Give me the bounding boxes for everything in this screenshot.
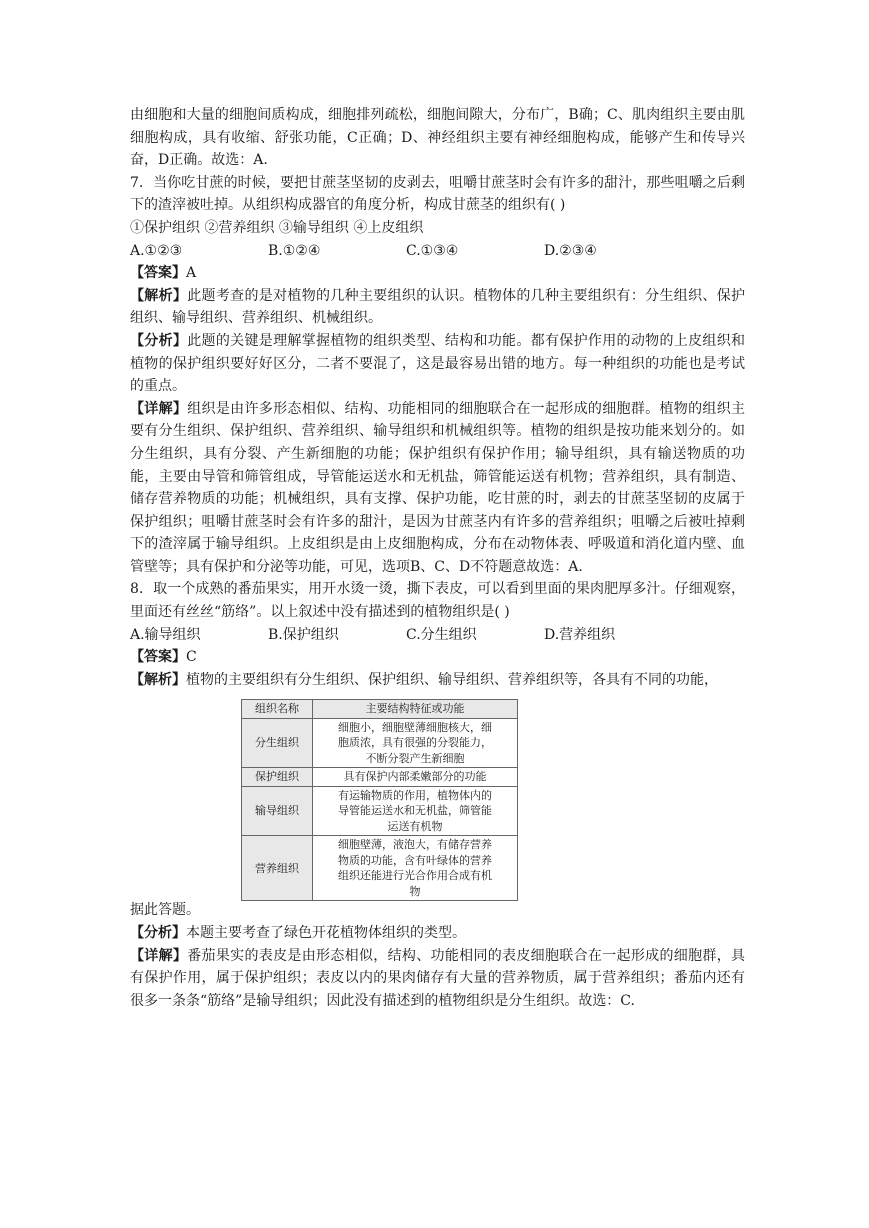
table-row xyxy=(242,718,518,768)
q8-options xyxy=(130,624,745,647)
q7-option-c: C.①③④ xyxy=(406,242,459,259)
table-cell-desc xyxy=(313,786,518,836)
q7-items: ①保护组织 ②营养组织 ③输导组织 ④上皮组织 xyxy=(130,219,424,236)
xiangjie-text: 组织是由许多形态相似、结构、功能相同的细胞联合在一起形成的细胞群。植物的组织主要有分生组织、保护组织、营养组织、输导组织和机械组织等。植物的组织是按功能来划分的。如分生组织，具有分裂、产生新细胞的功能；保护组织有保护作用；输导组织，具有输送物质的功能，主要由导管和筛管组成，导管能运送水和无机盐，筛管能运送有机物；营养组织，具有制造、储存营养物质的功能；机械组织，具有支撑、保护功能，吃甘蔗的时，剥去的甘蔗茎坚韧的皮属于保护组织；咀嚼甘蔗茎时会有许多的甜汁，是因为甘蔗茎内有许多的营养组织；咀嚼之后被吐掉剩下的渣滓属于输导组织。上皮组织是由上皮细胞构成，分布在动物体表、呼吸道和消化道内壁、血管壁等；具有保护和分泌等功能，可见，选项B、C、D不符题意故选：A. xyxy=(130,400,746,575)
q7-option-a: A.①②③ xyxy=(130,242,183,259)
q8-option-c: C.分生组织 xyxy=(406,626,477,643)
desc-line: 物质的功能，含有叶绿体的营养 xyxy=(338,853,492,867)
desc-line: 具有保护内部柔嫩部分的功能 xyxy=(343,770,487,784)
desc-line: 有运输物质的作用，植物体内的 xyxy=(338,788,492,802)
table-header-desc: 主要结构特征或功能 xyxy=(313,700,518,719)
table-cell-desc xyxy=(313,768,518,787)
spacer xyxy=(130,691,745,699)
table-header-name: 组织名称 xyxy=(242,700,313,719)
jiexi-text: 此题考查的是对植物的几种主要组织的认识。植物体的几种主要组织有：分生组织、保护组织、输导组织、营养组织、机械组织。 xyxy=(130,287,746,327)
fenxi-text: 此题的关键是理解掌握植物的组织类型、结构和功能。都有保护作用的动物的上皮组织和植物的保护组织要好好区分，二者不要混了，这是最容易出错的地方。每一种组织的功能也是考试的重点。 xyxy=(130,332,746,395)
fenxi-tag: 【分析】 xyxy=(130,925,186,942)
desc-line: 细胞壁薄，液泡大，有储存营养 xyxy=(338,838,492,852)
tissue-table xyxy=(241,699,518,901)
q8-jiexi xyxy=(130,669,745,692)
desc-line: 导管能运送水和无机盐，筛管能 xyxy=(338,804,492,818)
desc-line: 细胞小，细胞壁薄细胞核大，细 xyxy=(338,720,492,734)
q7-option-b: B.①②④ xyxy=(268,242,321,259)
desc-line: 组织还能进行光合作用合成有机 xyxy=(338,869,492,883)
table-row xyxy=(242,786,518,836)
desc-line: 运送有机物 xyxy=(387,819,443,833)
q8-option-d: D.营养组织 xyxy=(544,626,616,643)
q7-stem: 7．当你吃甘蔗的时候，要把甘蔗茎坚韧的皮剥去，咀嚼甘蔗茎时会有许多的甜汁，那些咀嚼之后剩下的渣滓被吐掉。从组织构成器官的角度分析，构成甘蔗茎的组织有( ) xyxy=(130,174,745,214)
table-cell-desc xyxy=(313,718,518,768)
fenxi-tag: 【分析】 xyxy=(130,332,188,349)
answer-tag: 【答案】 xyxy=(130,265,186,282)
intro-paragraph: 由细胞和大量的细胞间质构成，细胞排列疏松，细胞间隙大，分布广，B确；C、肌肉组织主要由肌细胞构成，具有收缩、舒张功能，C正确；D、神经组织主要有神经细胞构成，能够产生和传导兴奋，D正确。故选：A. xyxy=(130,107,745,169)
desc-line: 物 xyxy=(409,884,421,898)
table-cell-desc xyxy=(313,836,518,901)
fenxi-text: 本题主要考查了绿色开花植物体组织的类型。 xyxy=(186,925,466,942)
q7-answer xyxy=(130,262,745,285)
desc-line: 不断分裂产生新细胞 xyxy=(365,751,465,765)
q8-fenxi xyxy=(130,922,745,945)
q8-option-a: A.输导组织 xyxy=(130,626,201,643)
answer-tag: 【答案】 xyxy=(130,649,186,666)
document-body xyxy=(130,104,745,1012)
q7-jiexi xyxy=(130,285,745,330)
jiexi-tag: 【解析】 xyxy=(130,671,186,688)
q7-options xyxy=(130,240,745,263)
table-row xyxy=(242,768,518,787)
answer-value: C xyxy=(186,649,197,666)
xiangjie-tag: 【详解】 xyxy=(130,947,188,964)
desc-line: 胞质浓，具有很强的分裂能力， xyxy=(338,736,492,750)
xiangjie-text: 番茄果实的表皮是由形态相似，结构、功能相同的表皮细胞联合在一起形成的细胞群，具有保护作用，属于保护组织；表皮以内的果肉储存有大量的营养物质，属于营养组织；番茄内还有很多一条条“筋络”是输导组织；因此没有描述到的植物组织是分生组织。故选：C. xyxy=(130,947,746,1009)
jiexi-text: 植物的主要组织有分生组织、保护组织、输导组织、营养组织等，各具有不同的功能， xyxy=(186,671,718,688)
answer-value: A xyxy=(186,265,197,282)
q8-xiangjie xyxy=(130,945,745,1013)
q7-xiangjie xyxy=(130,398,745,579)
q8-option-b: B.保护组织 xyxy=(268,626,339,643)
table-cell-name: 分生组织 xyxy=(242,718,313,768)
q8-after-table: 据此答题。 xyxy=(130,902,200,919)
table-header-row xyxy=(242,700,518,719)
table-cell-name: 营养组织 xyxy=(242,836,313,901)
table-cell-name: 输导组织 xyxy=(242,786,313,836)
table-cell-name: 保护组织 xyxy=(242,768,313,787)
q8-stem: 8．取一个成熟的番茄果实，用开水烫一烫，撕下表皮，可以看到里面的果肉肥厚多汁。仔细观察，里面还有丝丝“筋络”。以上叙述中没有描述到的植物组织是( ) xyxy=(130,581,745,621)
jiexi-tag: 【解析】 xyxy=(130,287,188,304)
q7-option-d: D.②③④ xyxy=(544,242,597,259)
table-row xyxy=(242,836,518,901)
xiangjie-tag: 【详解】 xyxy=(130,400,188,417)
q7-fenxi xyxy=(130,330,745,398)
q8-answer xyxy=(130,646,745,669)
